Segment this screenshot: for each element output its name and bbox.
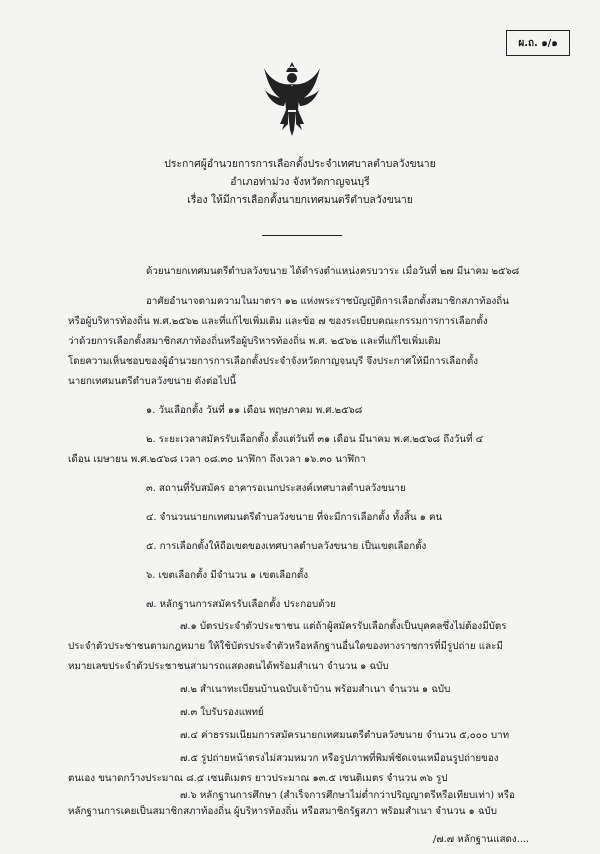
paragraph-line: หรือผู้บริหารท้องถิ่น พ.ศ.๒๕๖๒ และที่แก้ไขเพิ่มเติม และข้อ ๗ ของระเบียบคณะกรรมการการเลือกตั้ง [68, 316, 488, 327]
subitem-id-card-cont: ประจำตัวประชาชนตามกฎหมาย ให้ใช้บัตรประจำตัวหรือหลักฐานอื่นใดของทางราชการที่มีรูปถ่าย และมี [68, 641, 503, 652]
intro-line: ด้วยนายกเทศมนตรีตำบลวังขนาย ได้ดำรงตำแหน่งครบวาระ เมื่อวันที่ ๒๗ มีนาคม ๒๕๖๘ [146, 266, 520, 277]
paragraph-line: ว่าด้วยการเลือกตั้งสมาชิกสภาท้องถิ่นหรือผู้บริหารท้องถิ่น พ.ศ. ๒๕๖๒ และที่แก้ไขเพิ่มเติม [68, 336, 441, 347]
subitem-education: ๗.๖ หลักฐานการศึกษา (สำเร็จการศึกษาไม่ต่ำกว่าปริญญาตรีหรือเทียบเท่า) หรือ [180, 790, 515, 801]
subject-line: เรื่อง ให้มีการเลือกตั้งนายกเทศมนตรีตำบลวังขนาย [187, 194, 413, 206]
subitem-house-registration: ๗.๒ สำเนาทะเบียนบ้านฉบับเจ้าบ้าน พร้อมสำเนา จำนวน ๑ ฉบับ [180, 684, 451, 695]
continuation-marker: /๗.๗ หลักฐานแสดง.... [433, 834, 530, 845]
item-application-period-cont: เดือน เมษายน พ.ศ.๒๕๖๘ เวลา ๐๘.๓๐ นาฬิกา ถึงเวลา ๑๖.๓๐ นาฬิกา [68, 454, 366, 465]
subitem-id-card: ๗.๑ บัตรประจำตัวประชาชน แต่ถ้าผู้สมัครรับเลือกตั้งเป็นบุคคลซึ่งไม่ต้องมีบัตร [180, 621, 507, 632]
item-required-documents: ๗. หลักฐานการสมัครรับเลือกตั้ง ประกอบด้วย [146, 599, 336, 610]
item-election-date: ๑. วันเลือกตั้ง วันที่ ๑๑ เดือน พฤษภาคม พ.ศ.๒๕๖๘ [146, 405, 363, 416]
subitem-photo-cont: ตนเอง ขนาดกว้างประมาณ ๘.๕ เซนติเมตร ยาวประมาณ ๑๓.๕ เซนติเมตร จำนวน ๓๖ รูป [68, 773, 448, 784]
district-line: อำเภอท่าม่วง จังหวัดกาญจนบุรี [230, 176, 370, 188]
item-mayor-count: ๔. จำนวนนายกเทศมนตรีตำบลวังขนาย ที่จะมีการเลือกตั้ง ทั้งสิ้น ๑ คน [146, 512, 443, 523]
item-district-count: ๖. เขตเลือกตั้ง มีจำนวน ๑ เขตเลือกตั้ง [146, 570, 309, 581]
subitem-photo: ๗.๕ รูปถ่ายหน้าตรงไม่สวมหมวก หรือรูปภาพที่พิมพ์ชัดเจนเหมือนรูปถ่ายของ [180, 753, 499, 764]
paragraph-line: นายกเทศมนตรีตำบลวังขนาย ดังต่อไปนี้ [68, 376, 237, 387]
subitem-education-cont: หลักฐานการเคยเป็นสมาชิกสภาท้องถิ่น ผู้บริหารท้องถิ่น หรือสมาชิกรัฐสภา พร้อมสำเนา จำนวน ๑ ฉบับ [68, 806, 497, 817]
subitem-medical-certificate: ๗.๓ ใบรับรองแพทย์ [180, 707, 264, 718]
paragraph-line: อาศัยอำนาจตามความในมาตรา ๑๒ แห่งพระราชบัญญัติการเลือกตั้งสมาชิกสภาท้องถิ่น [146, 296, 509, 307]
item-electoral-area: ๕. การเลือกตั้งให้ถือเขตของเทศบาลตำบลวังขนาย เป็นเขตเลือกตั้ง [146, 541, 427, 552]
header-divider [262, 235, 342, 236]
item-application-venue: ๓. สถานที่รับสมัคร อาคารอเนกประสงค์เทศบาลตำบลวังขนาย [146, 483, 406, 494]
form-code: ผ.ถ. ๑/๑ [518, 37, 558, 49]
paragraph-line: โดยความเห็นชอบของผู้อำนวยการการเลือกตั้งประจำจังหวัดกาญจนบุรี จึงประกาศให้มีการเลือกตั้ง [68, 356, 479, 367]
subitem-id-card-cont: หมายเลขประจำตัวประชาชนสามารถแสดงตนได้พร้อมสำเนา จำนวน ๑ ฉบับ [68, 661, 389, 672]
item-application-period: ๒. ระยะเวลาสมัครรับเลือกตั้ง ตั้งแต่วันที่ ๓๑ เดือน มีนาคม พ.ศ.๒๕๖๘ ถึงวันที่ ๔ [146, 434, 484, 445]
garuda-emblem-icon [262, 58, 322, 140]
form-code-box [506, 30, 570, 56]
subitem-fee: ๗.๔ ค่าธรรมเนียมการสมัครนายกเทศมนตรีตำบลวังขนาย จำนวน ๕,๐๐๐ บาท [180, 730, 510, 741]
announcement-title: ประกาศผู้อำนวยการการเลือกตั้งประจำเทศบาลตำบลวังขนาย [164, 158, 436, 170]
